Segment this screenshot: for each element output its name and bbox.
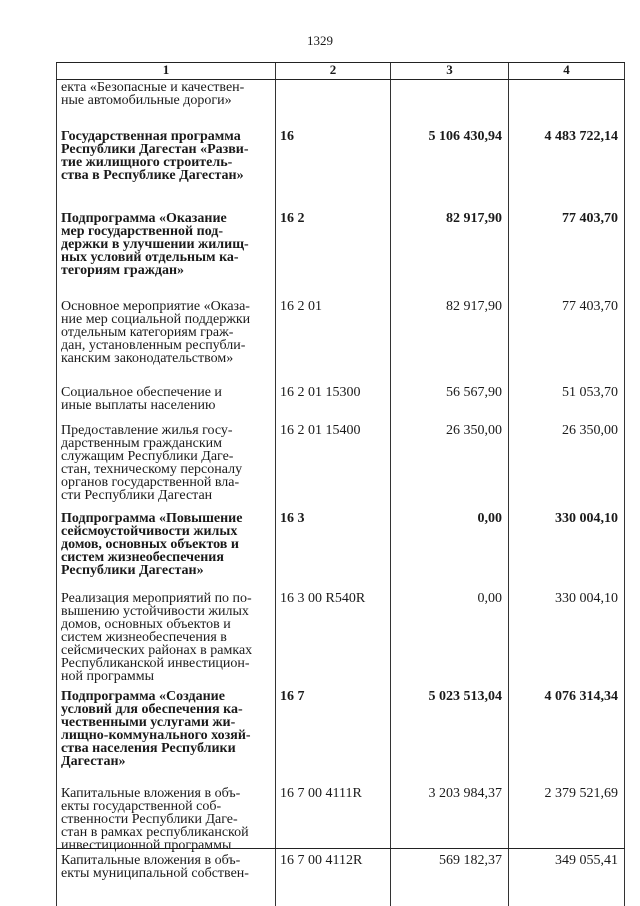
table-header: [56, 62, 625, 80]
row-name-cell: [56, 590, 275, 688]
row-value-2020: 56 567,90: [446, 385, 502, 400]
row-value-2021-cell: [508, 510, 625, 590]
row-value-2020: 0,00: [477, 511, 502, 526]
page-number: 1329: [307, 33, 333, 48]
row-code-cell: [275, 688, 390, 785]
table-row: [56, 384, 625, 422]
row-value-2020-cell: [390, 298, 508, 384]
row-name-cell: [56, 384, 275, 422]
row-name: Подпрограмма «Повышение сейсмоустойчивости жилых домов, основных объектов и систем жизнеобеспечения Республики Дагестан»: [61, 511, 243, 578]
row-value-2020: 0,00: [477, 591, 502, 606]
row-name-cell: [56, 80, 275, 128]
row-value-2021: 26 350,00: [562, 423, 618, 438]
row-value-2021: 349 055,41: [555, 853, 618, 868]
row-value-2020-cell: [390, 384, 508, 422]
table-row: [56, 510, 625, 590]
row-value-2021-cell: [508, 384, 625, 422]
row-value-2020: [391, 80, 508, 81]
row-name-cell: [56, 128, 275, 210]
table-row: [56, 210, 625, 298]
row-code-cell: [275, 510, 390, 590]
row-value-2021-cell: [508, 128, 625, 210]
row-name: Реализация мероприятий по по- вышению устойчивости жилых домов, основных объектов и систем жизнеобеспечения в сейсмических районах в рамках Республиканской инвестицион- ной программы: [61, 591, 253, 684]
row-code-cell: [275, 422, 390, 510]
row-value-2020-cell: [390, 590, 508, 688]
row-code: 16 7 00 4111R: [280, 786, 362, 801]
row-name-cell: [56, 852, 275, 906]
header-col-3: 3: [390, 63, 508, 79]
budget-table: [56, 62, 625, 906]
row-value-2021-cell: [508, 590, 625, 688]
table-row: [56, 298, 625, 384]
row-name-cell: [56, 785, 275, 852]
row-name: Подпрограмма «Создание условий для обеспечения ка- чественными услугами жи- лищно-коммунального хозяй- ства населения Республики Дагестан»: [61, 689, 251, 769]
row-code: 16 7 00 4112R: [280, 853, 363, 868]
row-name: Основное мероприятие «Оказа- ние мер социальной поддержки отдельным категориям граж- дан, установленным республи- канским законодательством»: [61, 299, 251, 366]
row-code: 16 2 01 15300: [280, 385, 361, 400]
row-value-2021-cell: [508, 80, 625, 128]
row-value-2020-cell: [390, 785, 508, 852]
header-col-1: 1: [56, 63, 275, 79]
row-code: 16: [280, 129, 294, 144]
row-name: Капитальные вложения в объ- екты муниципальной собствен-: [61, 853, 249, 881]
row-value-2020: 26 350,00: [446, 423, 502, 438]
table-row: [56, 422, 625, 510]
row-name: Капитальные вложения в объ- екты государственной соб- ственности Республики Даге- стан в рамках республиканской инвестиционной программы: [61, 786, 249, 853]
row-value-2020: 5 023 513,04: [428, 689, 502, 704]
table-row: [56, 590, 625, 688]
row-value-2021-cell: [508, 298, 625, 384]
row-value-2021: 4 483 722,14: [544, 129, 618, 144]
row-name-cell: [56, 510, 275, 590]
row-name: Государственная программа Республики Дагестан «Разви- тие жилищного строитель- ства в Республике Дагестан»: [61, 129, 249, 183]
row-name: Подпрограмма «Оказание мер государственной под- держки в улучшении жилищ- ных условий отдельным ка- тегориям граждан»: [61, 211, 249, 278]
row-code: 16 2 01: [280, 299, 322, 314]
row-value-2021-cell: [508, 852, 625, 906]
row-value-2020-cell: [390, 688, 508, 785]
table-row: [56, 785, 625, 852]
row-value-2020: 82 917,90: [446, 299, 502, 314]
row-value-2021: 4 076 314,34: [544, 689, 618, 704]
row-value-2020: 82 917,90: [446, 211, 502, 226]
row-name: Предоставление жилья госу- дарственным гражданским служащим Республики Даге- стан, техническому персоналу органов государственной вла- сти Республики Дагестан: [61, 423, 243, 503]
header-col-4: 4: [508, 63, 625, 79]
row-value-2020: 3 203 984,37: [428, 786, 502, 801]
row-value-2020-cell: [390, 128, 508, 210]
row-value-2021: [509, 80, 624, 81]
row-code-cell: [275, 590, 390, 688]
row-value-2020-cell: [390, 852, 508, 906]
row-code: [276, 80, 390, 81]
row-code-cell: [275, 128, 390, 210]
row-value-2021: 2 379 521,69: [544, 786, 618, 801]
row-name-cell: [56, 422, 275, 510]
row-value-2021-cell: [508, 422, 625, 510]
row-value-2021: 330 004,10: [555, 591, 618, 606]
row-code-cell: [275, 785, 390, 852]
row-value-2020: 5 106 430,94: [428, 129, 502, 144]
row-value-2021: 51 053,70: [562, 385, 618, 400]
table-row: [56, 852, 625, 906]
row-name-cell: [56, 688, 275, 785]
row-value-2020-cell: [390, 80, 508, 128]
table-row: [56, 688, 625, 785]
table-row: [56, 80, 625, 128]
row-code: 16 2: [280, 211, 305, 226]
row-value-2021-cell: [508, 785, 625, 852]
row-code-cell: [275, 384, 390, 422]
row-code-cell: [275, 210, 390, 298]
table-row: [56, 128, 625, 210]
row-code-cell: [275, 298, 390, 384]
row-code: 16 7: [280, 689, 305, 704]
row-value-2021-cell: [508, 210, 625, 298]
header-col-2: 2: [275, 63, 390, 79]
row-value-2020-cell: [390, 510, 508, 590]
row-name: екта «Безопасные и качествен- ные автомобильные дороги»: [61, 80, 245, 108]
row-code: 16 2 01 15400: [280, 423, 361, 438]
row-name-cell: [56, 298, 275, 384]
row-value-2021: 77 403,70: [562, 211, 618, 226]
row-code: 16 3: [280, 511, 305, 526]
row-value-2020-cell: [390, 422, 508, 510]
row-value-2020-cell: [390, 210, 508, 298]
row-name: Социальное обеспечение и иные выплаты населению: [61, 385, 222, 413]
row-code-cell: [275, 80, 390, 128]
row-value-2020: 569 182,37: [439, 853, 502, 868]
row-value-2021-cell: [508, 688, 625, 785]
table-bottom-border: [56, 848, 625, 849]
row-value-2021: 330 004,10: [555, 511, 618, 526]
row-code-cell: [275, 852, 390, 906]
row-value-2021: 77 403,70: [562, 299, 618, 314]
row-name-cell: [56, 210, 275, 298]
row-code: 16 3 00 R540R: [280, 591, 366, 606]
